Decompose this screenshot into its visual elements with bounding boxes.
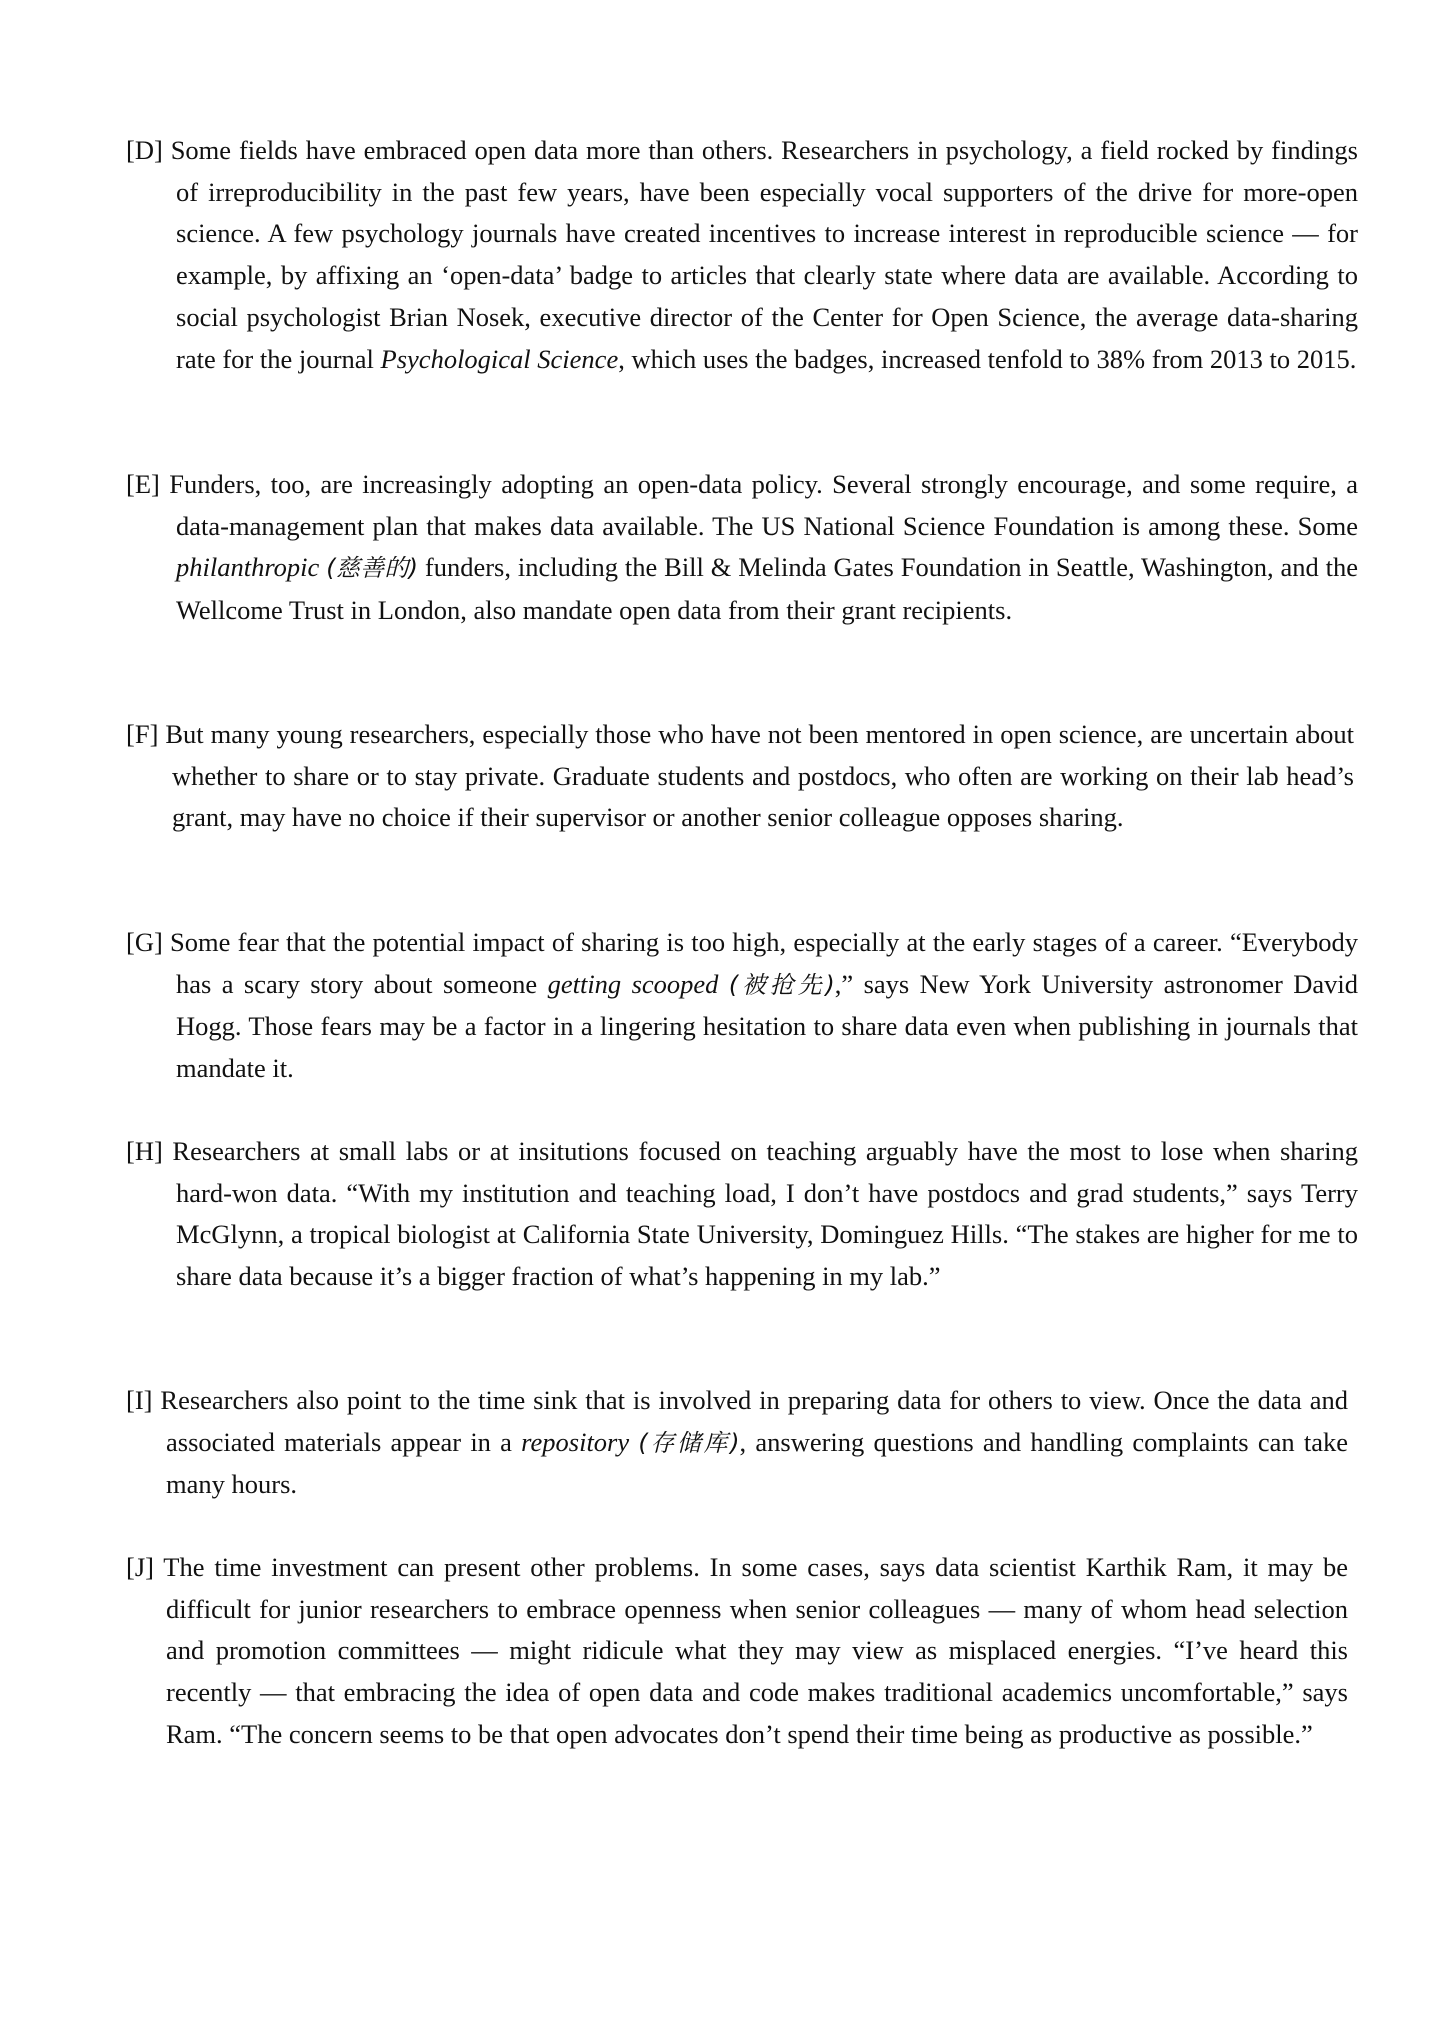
paragraph-text: Some fear that the potential impact of sharing is too high, especially at the early stages of a career. “Everybody has a scary story about someone bbox=[162, 927, 1358, 999]
paragraph-label: [G] bbox=[126, 927, 163, 957]
paragraph-h bbox=[126, 1131, 1358, 1298]
paragraph-text: Researchers also point to the time sink that is involved in preparing data for others to view. Once the data and associated materials appear in a bbox=[152, 1385, 1348, 1457]
paragraph-text: , answering questions and handling complaints can take many hours. bbox=[166, 1426, 1348, 1500]
paragraph-text: , which uses the badges, increased tenfold to 38% from 2013 to 2015. bbox=[618, 343, 1357, 374]
paragraph-d bbox=[126, 130, 1358, 380]
paragraph-label: [E] bbox=[126, 469, 160, 499]
paragraph-text: The time investment can present other problems. In some cases, says data scientist Karthik Ram, it may be difficult for junior researchers to embrace openness when senior colleagues — many of whom head selection and promotion committees — might ridicule what they may view as misplaced energies. “I’ve heard this recently — that embracing the idea of open data and code makes traditional academics uncomfortable,” says Ram. “The concern seems to be that open advocates don’t spend their time being as productive as possible.” bbox=[153, 1552, 1348, 1749]
paragraph-text: ,” says New York University astronomer David Hogg. Those fears may be a factor in a lingering hesitation to share data even when publishing in journals that mandate it. bbox=[176, 968, 1359, 1084]
paragraph-text: Funders, too, are increasingly adopting an open-data policy. Several strongly encourage, and some require, a data-management plan that makes data available. The US National Science Foundation is among these. Some bbox=[159, 469, 1358, 541]
paragraph-label: [J] bbox=[126, 1552, 154, 1582]
paragraph-e bbox=[126, 464, 1358, 632]
chinese-gloss: (慈善的) bbox=[326, 554, 418, 583]
paragraph-f bbox=[126, 714, 1354, 839]
paragraph-i bbox=[126, 1380, 1348, 1506]
journal-title: Psychological Science bbox=[380, 343, 619, 374]
paragraph-text: But many young researchers, especially those who have not been mentored in open science, are uncertain about whether to share or to stay private. Graduate students and postdocs, who often are working on their lab head’s grant, may have no choice if their supervisor or another senior colleague opposes sharing. bbox=[158, 719, 1354, 833]
paragraph-label: [F] bbox=[126, 719, 159, 749]
glossed-term: getting scooped bbox=[547, 968, 719, 999]
glossed-term: repository bbox=[521, 1426, 630, 1457]
paragraph-text: Some fields have embraced open data more than others. Researchers in psychology, a field rocked by findings of irreproducibility in the past few years, have been especially vocal supporters of the drive for more-open science. A few psychology journals have created incentives to increase interest in reproducible science — for example, by affixing an ‘open-data’ badge to articles that clearly state where data are available. According to social psychologist Brian Nosek, executive director of the Center for Open Science, the average data-sharing rate for the journal bbox=[162, 135, 1358, 374]
paragraph-label: [I] bbox=[126, 1385, 153, 1415]
chinese-gloss: (存储库) bbox=[638, 1428, 740, 1457]
glossed-term: philanthropic bbox=[176, 552, 320, 583]
chinese-gloss: (被抢先) bbox=[728, 970, 835, 999]
paragraph-j bbox=[126, 1547, 1348, 1756]
paragraph-label: [D] bbox=[126, 135, 163, 165]
paragraph-label: [H] bbox=[126, 1136, 163, 1166]
paragraph-text: Researchers at small labs or at insitutions focused on teaching arguably have the most to lose when sharing hard-won data. “With my institution and teaching load, I don’t have postdocs and grad students,” says Terry McGlynn, a tropical biologist at California State University, Dominguez Hills. “The stakes are higher for me to share data because it’s a bigger fraction of what’s happening in my lab.” bbox=[162, 1136, 1358, 1292]
paragraph-g bbox=[126, 922, 1358, 1090]
paragraph-text: funders, including the Bill & Melinda Gates Foundation in Seattle, Washington, and the Wellcome Trust in London, also mandate open data from their grant recipients. bbox=[176, 552, 1358, 626]
